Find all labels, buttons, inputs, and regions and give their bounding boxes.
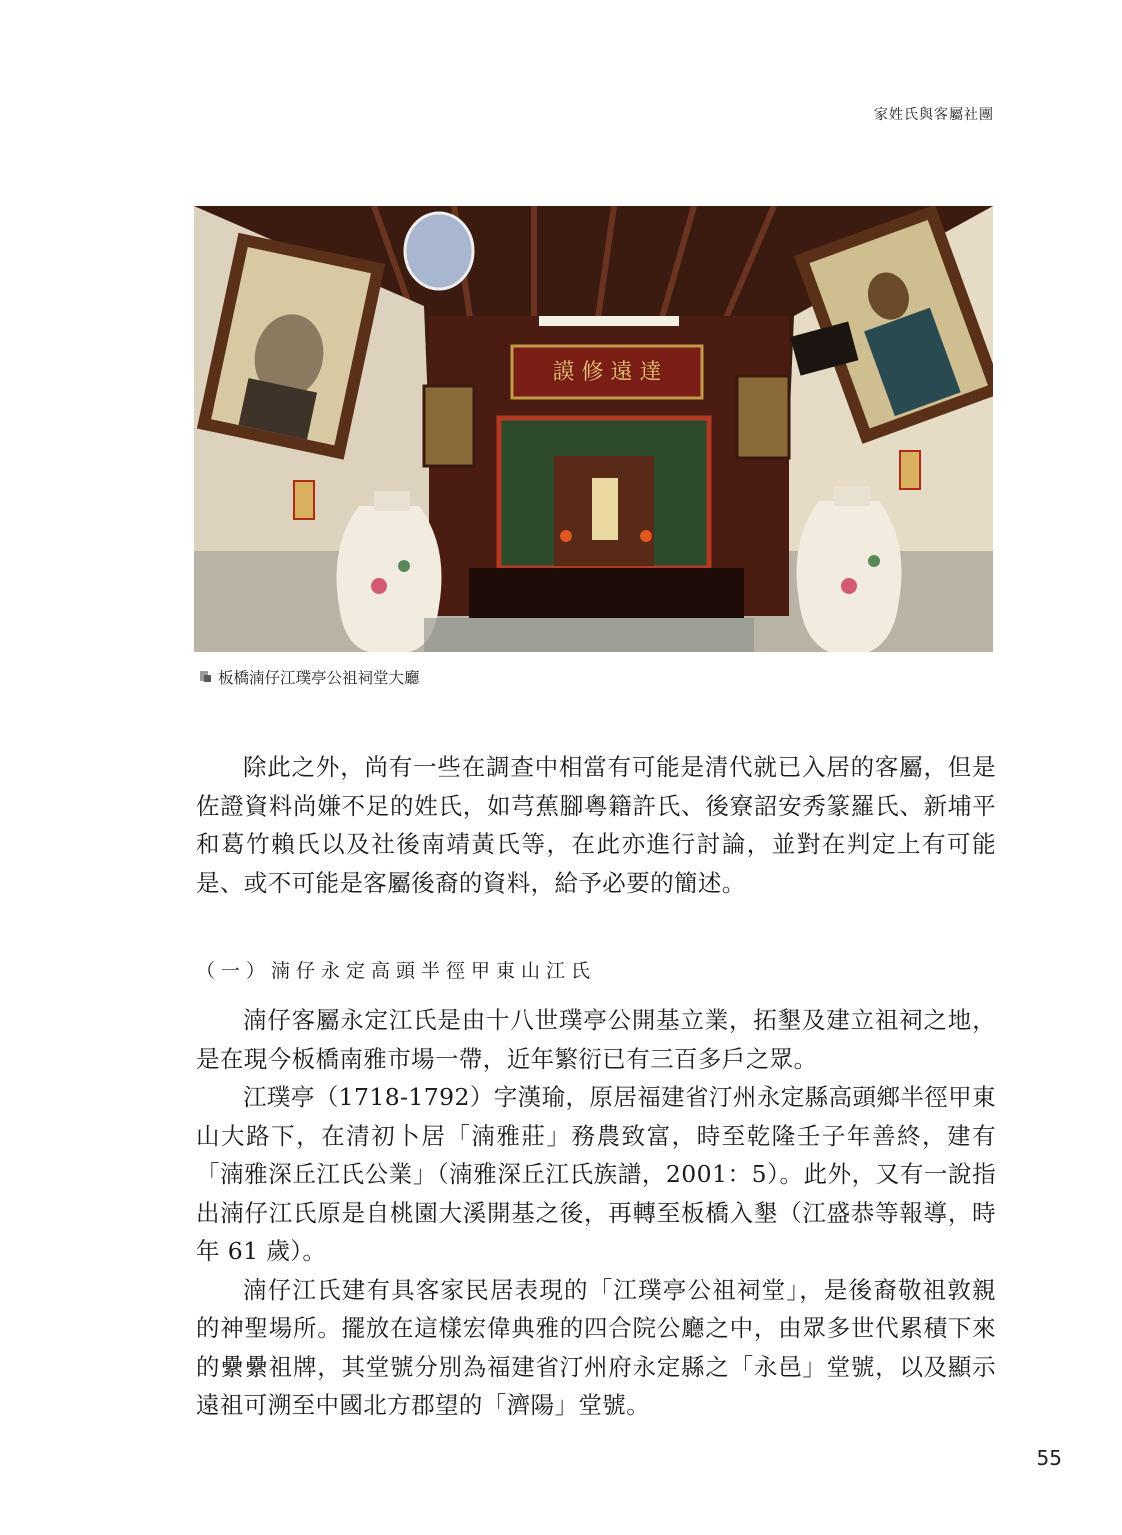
ancestral-hall-illustration [194,206,993,652]
page-number: 55 [1036,1446,1062,1470]
caption-text: 板橋湳仔江璞亭公祖祠堂大廳 [218,669,420,687]
section-body [196,1001,996,1425]
running-header: 家姓氏與客屬社團 [874,107,994,123]
intro-block [196,748,996,902]
section-heading: （一）湳仔永定高頭半徑甲東山江氏 [196,960,597,982]
body-paragraph-1: 湳仔客屬永定江氏是由十八世璞亭公開基立業，拓墾及建立祖祠之地，是在現今板橋南雅市場一帶，近年繁衍已有三百多戶之眾。 [196,1006,996,1073]
ancestral-hall-photo [194,206,993,652]
figure-caption [200,666,420,688]
caption-marker-icon [200,671,212,683]
intro-paragraph: 除此之外，尚有一些在調查中相當有可能是清代就已入居的客屬，但是佐證資料尚嫌不足的姓氏，如芎蕉腳粵籍許氏、後寮詔安秀篆羅氏、新埔平和葛竹賴氏以及社後南靖黃氏等，在此亦進行討論，並對在判定上有可能是、或不可能是客屬後裔的資料，給予必要的簡述。 [196,753,996,897]
plaque-text: 謨 修 遠 達 [552,360,662,385]
body-paragraph-2: 江璞亭（1718-1792）字漢瑜，原居福建省汀州永定縣高頭鄉半徑甲東山大路下，在清初卜居「湳雅莊」務農致富，時至乾隆壬子年善終，建有「湳雅深丘江氏公業」（湳雅深丘江氏族譜，2001：5）。此外，又有一說指出湳仔江氏原是自桃園大溪開基之後，再轉至板橋入墾（江盛恭等報導，時年 61 歲）。 [196,1083,996,1265]
body-paragraph-3: 湳仔江氏建有具客家民居表現的「江璞亭公祖祠堂」，是後裔敬祖敦親的神聖場所。擺放在這樣宏偉典雅的四合院公廳之中，由眾多世代累積下來的纍纍祖牌，其堂號分別為福建省汀州府永定縣之「永邑」堂號，以及顯示遠祖可溯至中國北方郡望的「濟陽」堂號。 [196,1275,996,1419]
